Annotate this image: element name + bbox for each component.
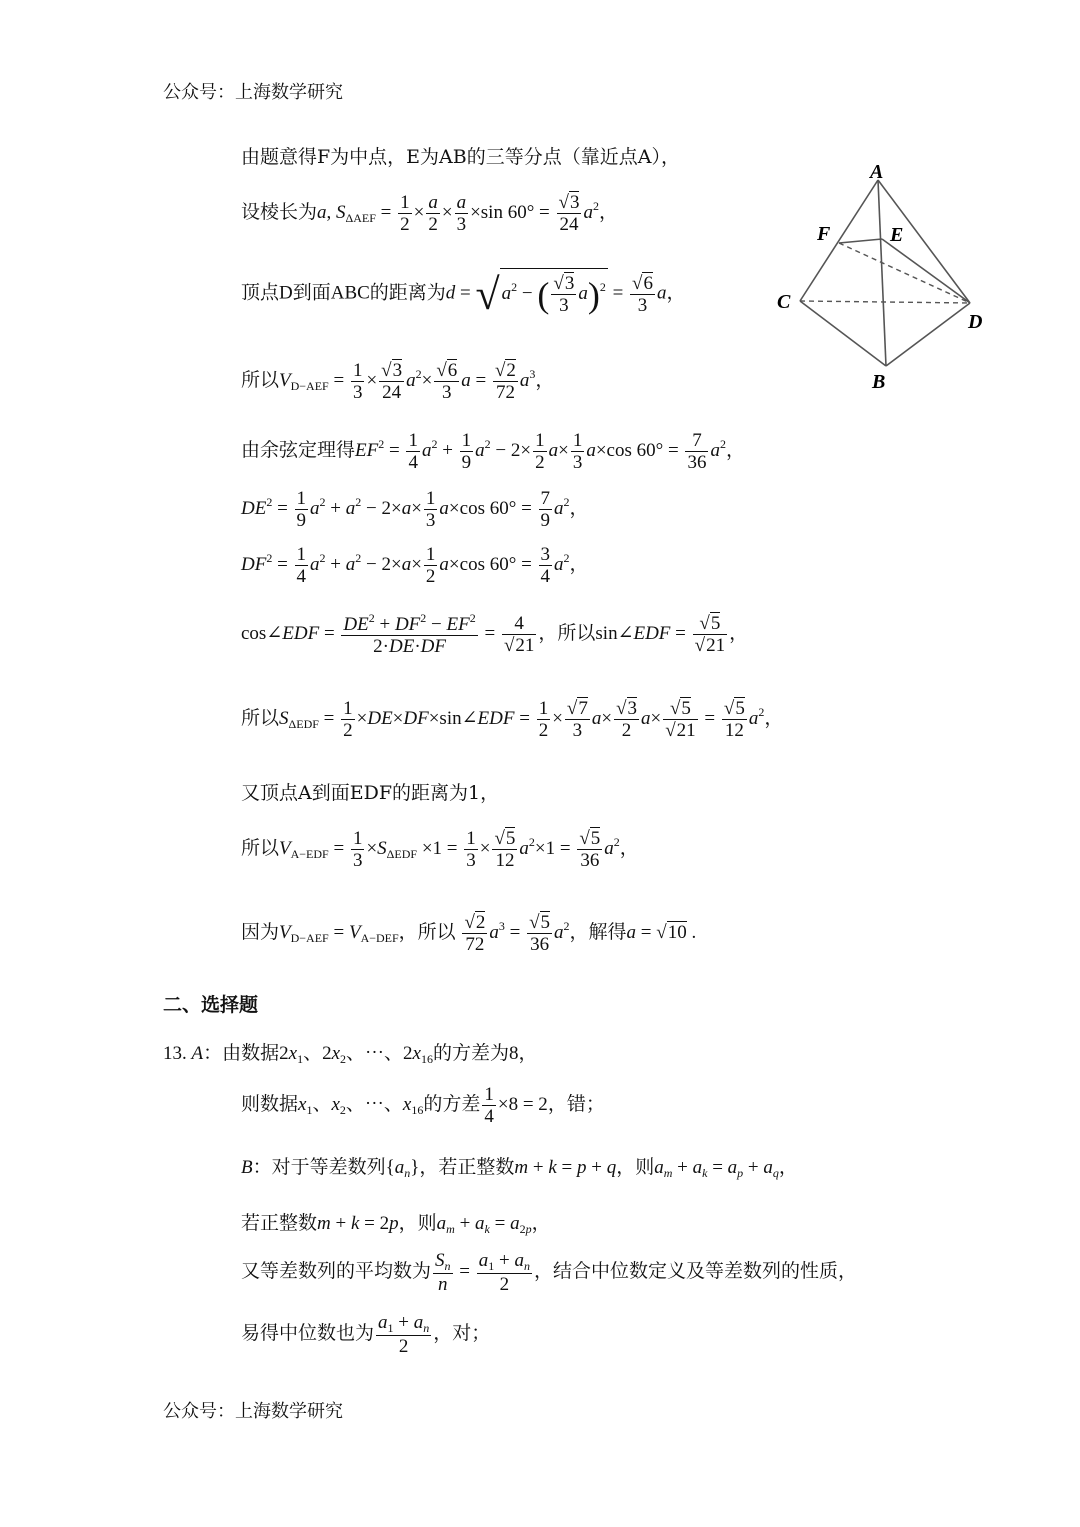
q13-line-variance: 则数据$x_1$、$x_2$、⋯、$x_{16}$的方差 $\frac{1}{4}$ ×8 = 2，错； — [241, 1084, 605, 1128]
text-prefix: 由余弦定理得 — [241, 440, 356, 462]
edge-cb — [800, 301, 886, 366]
text-b-then: ，则 — [616, 1157, 655, 1178]
tetrahedron-figure — [760, 158, 1010, 398]
text-end: ，对； — [433, 1323, 491, 1345]
text-mid: ，所以 — [398, 922, 456, 944]
section-title: 二、选择题 — [163, 994, 259, 1016]
label-d: D — [968, 311, 983, 333]
text-mid2: ，解得 — [569, 922, 627, 944]
text-a: ：由数据 — [203, 1043, 280, 1064]
line-area-edf: 所以$S_{\Delta EDF}$ = $\frac{1}{2}$ ×DE×DF×sin∠EDF = $\frac{1}{2}$ × $\frac{√7}{3}$ a× $\frac{√3}{2}$ a× $\frac{√5}{√21}$ = $\frac{√5}{12}$ $a^2$， — [241, 698, 784, 742]
segment-fe — [839, 239, 882, 243]
line-de-squared: $DE^2$ = $\frac{1}{9}$ $a^2 + a^2 - 2\times a\times$ $\frac{1}{3}$ a×cos 60° = $\frac{7}{9}$ $a^2$， — [241, 488, 589, 532]
line-volume-a-edf: 所以$V_{A-EDF}$ = $\frac{1}{3}$ $\times S_{\Delta EDF} \times 1$ = $\frac{1}{3}$ × $\frac{√5}{12}$ $a^2\times 1$ = $\frac{√5}{36}$ $a^2$， — [241, 828, 639, 872]
text-prefix: 易得中位数也为 — [241, 1323, 375, 1345]
text-a-end: 的方差为8， — [432, 1043, 538, 1064]
text-then: ，则 — [398, 1213, 437, 1234]
page-header: 公众号：上海数学研究 — [163, 82, 343, 103]
edge-ab — [878, 180, 886, 366]
line-conclusion: 因为$V_{D-AEF} = V_{A-DEF}$，所以 $\frac{√2}{72}$ $a^3$ = $\frac{√5}{36}$ $a^2$，解得a = √10 . — [241, 912, 697, 956]
label-a: A — [870, 161, 884, 183]
text-b-mid: ，若正整数 — [419, 1157, 515, 1178]
text-end: ，结合中位数定义及等差数列的性质， — [533, 1261, 857, 1283]
label-b: B — [872, 371, 886, 393]
line-volume-d-aef: 所以$V_{D-AEF}$ = $\frac{1}{3}$ × $\frac{√3}{24}$ $a^2\times$ $\frac{√6}{3}$ a = $\frac{√2}{72}$ $a^3$， — [241, 360, 555, 404]
text-prefix: 因为 — [241, 922, 280, 944]
q13-line-a: 13. A：由数据$2x_1$、$2x_2$、⋯、$2x_{16}$的方差为8， — [163, 1043, 538, 1066]
line-distance-d: 顶点D到面ABC的距离为d = √ $a^2$ − ( $\frac{√3}{3}$ a)$^2$ = $\frac{√6}{3}$ a， — [241, 269, 686, 319]
text-prefix: 又等差数列的平均数为 — [241, 1261, 432, 1283]
line-cos-edf: cos∠EDF = $\frac{DE^2 + DF^2 - EF^2}{2\cdot DE\cdot DF}$ = $\frac{4}{√21}$ ，所以sin∠EDF = $\frac{√5}{√21}$ ， — [241, 611, 749, 658]
segment-ed — [882, 239, 970, 303]
line-df-squared: $DF^2$ = $\frac{1}{4}$ $a^2 + a^2 - 2\times a\times$ $\frac{1}{2}$ a×cos 60° = $\frac{3}{4}$ $a^2$， — [241, 544, 589, 588]
text-b: ：对于等差数列 — [252, 1157, 386, 1178]
text-prefix: 所以 — [241, 838, 280, 860]
page-footer: 公众号：上海数学研究 — [163, 1401, 343, 1422]
line-ef-squared: 由余弦定理得$EF^2$ = $\frac{1}{4}$ $a^2$ + $\frac{1}{9}$ $a^2 - 2\times$ $\frac{1}{2}$ a× $\frac{1}{3}$ a×cos 60° = $\frac{7}{36}$ $a^2$， — [241, 430, 745, 474]
q13-number: 13. — [163, 1043, 187, 1064]
q13-line-c: 若正整数m + k = 2p，则$a_m + a_k = a_{2p}$， — [241, 1213, 551, 1236]
edge-cd-hidden — [800, 301, 970, 303]
text-prefix: 若正整数 — [241, 1213, 318, 1234]
label-f: F — [817, 223, 831, 245]
text-prefix: 顶点D到面ABC的距离为 — [241, 282, 446, 304]
q13-line-b: B：对于等差数列$\{a_n\}$，若正整数m + k = p + q，则$a_m + a_k = a_p + a_q$， — [241, 1157, 798, 1180]
line-distance-a: 又顶点A到面EDF的距离为1， — [241, 782, 500, 804]
text-mid: 的方差 — [423, 1094, 481, 1116]
line-area-aef: 设棱长为a, $S_{\Delta AEF}$ = $\frac{1}{2}$ × $\frac{a}{2}$ × $\frac{a}{3}$ ×sin 60° = $\frac{√3}{24}$ $a^2$， — [241, 192, 618, 236]
label-e: E — [890, 224, 904, 246]
q13-line-e: 易得中位数也为 $\frac{a_1 + a_n}{2}$ ，对； — [241, 1312, 491, 1358]
line-midpoint: 由题意得F为中点，E为AB的三等分点（靠近点A）， — [241, 146, 680, 168]
edge-db — [886, 303, 970, 366]
text-prefix: 则数据 — [241, 1094, 299, 1116]
text-prefix: 所以 — [241, 370, 280, 392]
text-prefix: 所以 — [241, 708, 280, 730]
text-mid: ，所以 — [538, 623, 596, 645]
q13-line-d: 又等差数列的平均数为 $\frac{S_n}{n}$ = $\frac{a_1 + a_n}{2}$ ，结合中位数定义及等差数列的性质， — [241, 1250, 857, 1296]
text-end: ，错； — [547, 1094, 605, 1116]
segment-fd-hidden — [839, 243, 970, 303]
label-c: C — [777, 291, 791, 313]
text-prefix: 设棱长为 — [241, 202, 318, 224]
